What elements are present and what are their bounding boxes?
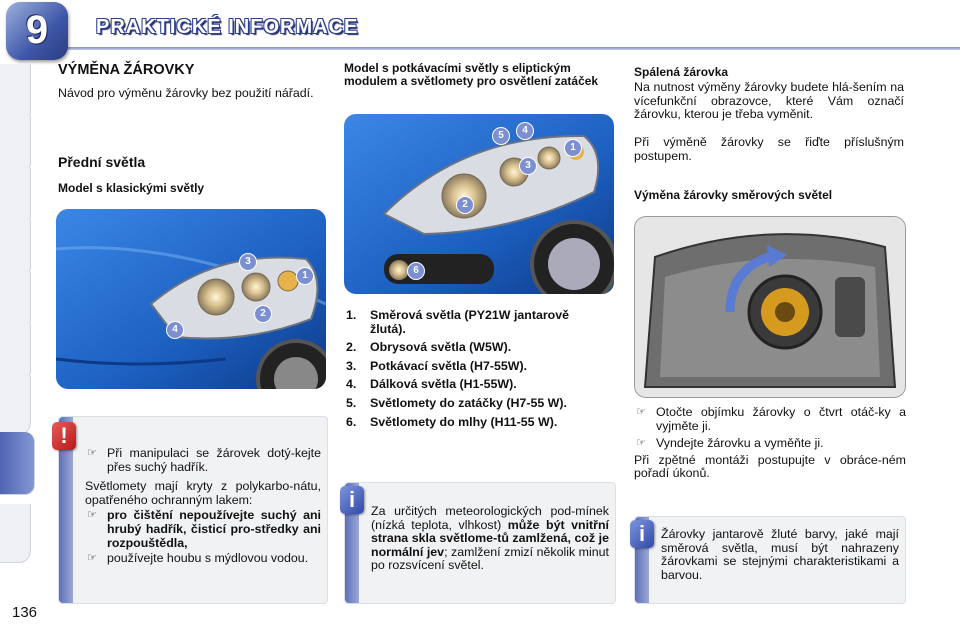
chapter-tab[interactable]	[0, 504, 31, 563]
chapter-tab[interactable]	[0, 64, 31, 123]
chapter-title: PRAKTICKÉ INFORMACE	[96, 16, 359, 38]
turn-signal-title: Výměna žárovky směrových světel	[634, 188, 833, 202]
bullet-icon: ☞	[636, 437, 646, 450]
info-text-amber: Žárovky jantarově žluté barvy, jaké mají směrová světla, musí být nahrazeny žárovkami se stejnými charakteristikami a barvou.	[661, 527, 899, 582]
list-item: 5. Světlomety do zatáčky (H7-55 W).	[346, 395, 567, 410]
callout-4: 4	[166, 321, 184, 339]
chapter-tab[interactable]	[0, 376, 31, 435]
section-title: VÝMĚNA ŽÁROVKY	[58, 62, 195, 78]
list-item: 2. Obrysová světla (W5W).	[346, 340, 512, 355]
chapter-tab[interactable]	[0, 116, 31, 175]
turn-signal-steps: ☞ Otočte objímku žárovky o čtvrt otáč-ky a vyjměte ji. ☞ Vyndejte žárovku a vyměňte ji. Při zpětné montáži postupujte v obráce-ném pořadí úkonů.	[634, 405, 906, 481]
warning-icon: !	[52, 422, 76, 450]
header-rule	[66, 47, 960, 50]
info-text-fogging: Za určitých meteorologických pod-mínek (nízká teplota, vlhkost) může být vnitřní strana skla světlome-tů zamlžená, což je normální jev; zamlžení zmizí několik minut po rozsvícení světel.	[371, 504, 610, 573]
bulb-list	[344, 309, 604, 434]
chapter-tab[interactable]	[0, 324, 31, 383]
chapter-tab-active[interactable]	[0, 432, 35, 495]
info-icon: i	[340, 486, 364, 514]
chapter-tab[interactable]	[0, 220, 31, 279]
subsection-title: Přední světla	[58, 154, 146, 170]
page-number: 136	[12, 604, 38, 621]
chapter-tab[interactable]	[0, 168, 31, 227]
chapter-tab[interactable]	[0, 272, 31, 331]
bullet-icon: ☞	[87, 509, 97, 522]
list-item: 4. Dálková světla (H1-55W).	[346, 377, 517, 392]
list-item: 1. Směrová světla (PY21W jantarově žlutá).	[346, 308, 570, 336]
warning-text: ☞ Při manipulaci se žárovek dotý-kejte přes suchý hadřík. Světlomety mají kryty z polykarbo-nátu, opatřeného ochranným lakem: ☞ pro čištění nepoužívejte suchý ani hrubý hadřík, čisticí pro-středky ani rozpouštědla, ☞ používejte houbu s mýdlovou vodou.	[85, 446, 321, 566]
diagram-turn-signal	[634, 216, 906, 398]
photo-elliptic-headlight	[344, 114, 614, 294]
info-icon: i	[630, 520, 654, 548]
callout-5: 5	[492, 127, 510, 145]
callout-2: 2	[456, 196, 474, 214]
burnt-bulb-title: Spálená žárovka	[634, 65, 729, 79]
info-note-fogging	[344, 482, 616, 604]
callout-4: 4	[516, 122, 534, 140]
chapter-badge	[6, 2, 68, 60]
callout-3: 3	[239, 253, 257, 271]
photo-classic-headlight	[56, 209, 326, 389]
callout-6: 6	[407, 262, 425, 280]
burnt-bulb-text: Na nutnost výměny žárovky budete hlá-šením na vícefunkční obrazovce, které Vám označí žárovku, kterou je třeba vyměnit.	[634, 80, 904, 122]
model-title-elliptic: Model s potkávacími světly s eliptickým modulem a světlomety pro osvětlení zatáček	[344, 61, 599, 88]
bullet-icon: ☞	[636, 406, 646, 418]
bullet-icon: ☞	[87, 552, 97, 565]
list-item: 3. Potkávací světla (H7-55W).	[346, 358, 528, 373]
chapter-number: 9	[25, 8, 49, 52]
model-title-classic: Model s klasickými světly	[58, 181, 205, 195]
callout-2: 2	[254, 305, 272, 323]
warning-note	[58, 416, 328, 604]
callout-1: 1	[564, 139, 582, 157]
info-note-amber	[634, 516, 906, 604]
callout-3: 3	[519, 157, 537, 175]
intro-text: Návod pro výměnu žárovky bez použití nářadí.	[58, 86, 314, 100]
callout-1: 1	[296, 267, 314, 285]
bullet-icon: ☞	[87, 447, 97, 459]
burnt-bulb-text-2: Při výměně žárovky se řiďte příslušným postupem.	[634, 135, 904, 163]
list-item: 6. Světlomety do mlhy (H11-55 W).	[346, 414, 558, 429]
